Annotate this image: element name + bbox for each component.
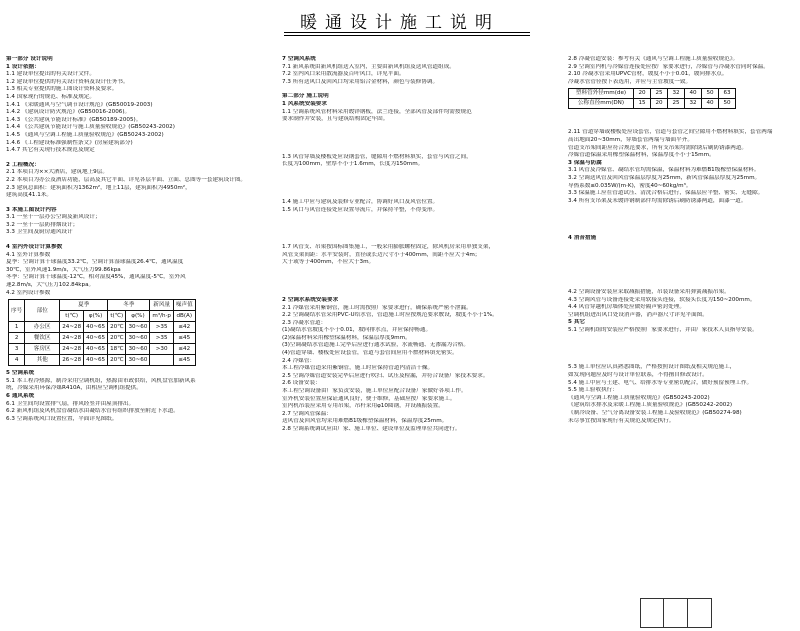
text-line: 1.4.7 其它有关现行技术规范及规定 bbox=[6, 147, 95, 154]
text-line: 2.1 冷媒管采用紫铜管，施工时需按照厂家要求进行，确保系统严密不泄漏。 bbox=[282, 304, 472, 311]
table-cell: 25 bbox=[668, 99, 685, 109]
text-line: (4)管道穿墙、楼板处应设套管，管道与套管间应用不燃材料填充密实。 bbox=[282, 350, 458, 357]
text-line: 3.1 一至十一层办公空调及新风设计； bbox=[6, 214, 101, 221]
table-cell: 20℃ bbox=[108, 355, 126, 366]
text-line: 《制冷设备、空气分离设备安装工程施工及验收规范》(GB50274-98) bbox=[568, 410, 742, 417]
text-line: 冷凝水管管径按下表选用，并应与主管坡度一致。 bbox=[568, 78, 692, 85]
page-title: 暖通设计施工说明 bbox=[300, 13, 500, 33]
table-cell: 32 bbox=[668, 89, 685, 99]
table-row bbox=[569, 99, 736, 109]
text-line: 2.11 管道穿墙或楼板处应设套管，管道与套管之间空隙用不燃材料填实，套管两端 bbox=[568, 129, 773, 136]
text-line: 5.4 施工中应与土建、电气、给排水等专业密切配合，做好预留预埋工作。 bbox=[568, 379, 753, 386]
text-line: 5.1 本工程冷热源，制冷采用空调机组，热源由市政供给，风机盘管加新风系 bbox=[6, 377, 196, 384]
text-line: 2.4 冷媒管： bbox=[282, 357, 316, 364]
text-line: 2.5 空调冷媒管道安装完毕后应进行吹扫、试压及检漏，并符合设备厂家技术要求。 bbox=[282, 372, 489, 379]
text-line: 2.3 建筑总面积：建筑面积为1362m²，地上11层，建筑面积为4950m²， bbox=[6, 184, 191, 191]
pipe-size-table bbox=[568, 88, 736, 109]
text-line: 6.2 新风机组及风机盘管凝结水由凝结水管有组织排放至附近下水道。 bbox=[6, 408, 179, 415]
table-cell: 30~60 bbox=[126, 355, 150, 366]
text-line: 2.10 冷凝水管采用UPVC管材，坡度不小于0.01，坡向排水点。 bbox=[568, 71, 728, 78]
column-left bbox=[6, 56, 276, 423]
table-cell: ≤42 bbox=[173, 344, 195, 355]
table-cell: 18℃ bbox=[108, 344, 126, 355]
text-line: 1.7 风管支、吊架按国标图集施工，一般采用膨胀螺栓固定，除风机房采用单独支架， bbox=[282, 244, 495, 251]
table-header-cell: φ(%) bbox=[84, 311, 108, 322]
table-cell: 客房区 bbox=[25, 344, 60, 355]
table-cell: 63 bbox=[719, 89, 736, 99]
text-line: 1.3 相关专业提供的施工图设计资料及要求。 bbox=[6, 86, 118, 93]
table-cell: 40~65 bbox=[84, 355, 108, 366]
section-heading: 7 空调风系统 bbox=[282, 56, 316, 62]
text-line: 30℃，室外风速1.9m/s，大气压力99.86kpa bbox=[6, 266, 121, 273]
column-middle bbox=[282, 56, 562, 434]
table-header-cell: 冬季 bbox=[108, 300, 150, 311]
table-cell: 40 bbox=[685, 89, 702, 99]
text-line: 7.1 新风系统由新风机组送入室内，主要由新风机组及送风管道组成。 bbox=[282, 63, 455, 70]
text-line: 1.4.6 《工程建设标准强制性条文》(房屋建筑部分) bbox=[6, 139, 133, 146]
table-row bbox=[569, 89, 736, 99]
table-cell bbox=[150, 355, 173, 366]
table-cell: 32 bbox=[685, 99, 702, 109]
text-line: 7.3 所有送风口及回风口均采用铝合金材料，颜色与装修协调。 bbox=[282, 78, 439, 85]
table-cell: >35 bbox=[150, 333, 173, 344]
text-line: 室内机吊装应采用专用吊架，吊杆采用φ10圆钢，并设减振装置。 bbox=[282, 403, 444, 410]
text-line: 5.3 施工单位应认真熟悉图纸，严格按照设计图纸及相关规范施工， bbox=[568, 364, 736, 371]
indoor-parameters-table bbox=[8, 299, 196, 366]
table-cell: 50 bbox=[702, 89, 719, 99]
text-line: 6.3 空调系统风口设置位置，平面详见图纸。 bbox=[6, 415, 118, 422]
text-line: 2.1 本项目为××大酒店，建筑地上9层。 bbox=[6, 169, 108, 176]
text-line: 5.1 空调机组的安装应严格按照厂家要求进行，并由厂家技术人员指导安装。 bbox=[568, 326, 758, 333]
table-cell: 餐饮区 bbox=[25, 333, 60, 344]
text-line: 2.8 冷凝管道安装：参考有关《通风与空调工程施工质量验收规范》。 bbox=[568, 56, 739, 62]
text-line: 高出地面20~30mm，穿墙套管两端与墙面平齐。 bbox=[568, 136, 693, 143]
text-line: 3.3 保温施工应在管道试压、清洗合格后进行，保温层应平整、密实、无缝隙。 bbox=[568, 190, 764, 197]
section-heading: 2 空调水系统安装要求 bbox=[282, 296, 339, 303]
text-line: 管道支吊架间距应符合规范要求，所有支吊架均需除锈后刷防锈漆两道。 bbox=[568, 144, 748, 151]
text-line: 建筑高度41.1米。 bbox=[6, 192, 53, 199]
table-header-cell: dB(A) bbox=[173, 311, 195, 322]
table-cell: 1 bbox=[9, 322, 25, 333]
text-line: 1.4.4 《公共建筑节能设计与施工质量验收规范》(GB50243-2002) bbox=[6, 124, 175, 131]
text-line: 大于或等于400mm，不应大于3m。 bbox=[282, 259, 375, 266]
text-line: 导热系数≤0.035W/(m·K)，密度40~60kg/m³。 bbox=[568, 182, 692, 189]
text-line: 3.1 风管及冷媒管、凝结水管均需保温，保温材料为难燃B1级橡塑保温材料。 bbox=[568, 167, 760, 174]
text-line: 冷媒管道保温采用橡塑保温材料，保温厚度不小于15mm。 bbox=[568, 152, 715, 159]
text-line: 1.4.3 《公共建筑节能设计标准》(GB50189-2005)。 bbox=[6, 116, 142, 123]
table-cell: 30~60 bbox=[126, 333, 150, 344]
table-cell: 24~28 bbox=[60, 333, 84, 344]
text-line: 4.3 空调风管与设备连接处采用软接头连接，软接头长度为150~200mm。 bbox=[568, 296, 756, 303]
section-heading: 4 室内外设计计算参数 bbox=[6, 244, 63, 251]
table-header-cell: φ(%) bbox=[126, 311, 150, 322]
section-heading: 5 空调系统 bbox=[6, 370, 35, 377]
table-header-cell: 新风量 bbox=[150, 300, 173, 311]
table-header-row bbox=[9, 300, 196, 311]
column-right bbox=[568, 56, 796, 425]
table-cell: ≤45 bbox=[173, 333, 195, 344]
section-heading: 1 风系统安装要求 bbox=[282, 100, 327, 107]
text-line: 1.5 风口与风管连接处应设置导流片，并保持平整，不得变形。 bbox=[282, 206, 439, 213]
text-line: 5.5 施工验收执行： bbox=[568, 387, 618, 394]
table-cell: 20 bbox=[634, 89, 651, 99]
table-cell: 25 bbox=[651, 89, 668, 99]
subsection-heading: 4.2 室内设计参数 bbox=[6, 289, 51, 296]
table-cell: 塑料管外径mm(de) bbox=[569, 89, 634, 99]
section-heading: 3 保温与防腐 bbox=[568, 159, 602, 166]
title-block-stamp bbox=[640, 598, 712, 628]
table-cell: 4 bbox=[9, 355, 25, 366]
text-line: 本工程冷媒管道采用紫铜管，施工时应保持管道内清洁干燥。 bbox=[282, 365, 434, 372]
table-cell: 30~60 bbox=[126, 344, 150, 355]
text-line: 3.2 一至十一层防排烟设计； bbox=[6, 221, 79, 228]
text-line: 统，冷媒采用环保冷媒R410A，由相应空调机组提供。 bbox=[6, 385, 142, 392]
text-line: 速2.8m/s，大气压力102.84kpa。 bbox=[6, 282, 95, 289]
table-row bbox=[9, 344, 196, 355]
part2-heading: 第二部分 施工说明 bbox=[282, 93, 329, 100]
table-cell: 20℃ bbox=[108, 333, 126, 344]
table-header-cell: 序号 bbox=[9, 300, 25, 322]
text-line: 《通风与空调工程施工质量验收规范》(GB50243-2002) bbox=[568, 394, 710, 401]
table-cell: 公称直径mm(DN) bbox=[569, 99, 634, 109]
text-line: 1.1 空调系统风管材料采用镀锌钢板，法兰连接，全部风管及部件均需按规范 bbox=[282, 108, 472, 115]
table-row bbox=[9, 355, 196, 366]
text-line: 1.4 国家现行的规范、标准及规定。 bbox=[6, 93, 95, 100]
text-line: 3.2 空调送风管及回风管保温层厚度为25mm，新风管保温层厚度为25mm。 bbox=[568, 174, 761, 181]
text-line: 室外机安装位置应保证通风良好，便于维修，基础应按厂家要求施工。 bbox=[282, 395, 456, 402]
table-cell: 40~65 bbox=[84, 322, 108, 333]
text-line: 2.6 设备安装： bbox=[282, 380, 321, 387]
section-heading: 1 设计依据： bbox=[6, 63, 40, 70]
text-line: 如发现问题应及时与设计单位联系，不得擅自修改设计。 bbox=[568, 372, 708, 379]
text-line: 7.2 室内风口采用散流器及百叶风口，详见平面。 bbox=[282, 71, 405, 78]
text-line: 未尽事宜按国家现行有关规范及规定执行。 bbox=[568, 417, 675, 424]
text-line: 2.9 空调室内机与冷媒管连接处应按厂家要求进行，冷媒管与冷凝水管同时保温。 bbox=[568, 63, 769, 70]
text-line: (3)空调凝结水管道施工完毕后应进行通水试验，水流畅通、无渗漏为合格。 bbox=[282, 342, 469, 349]
text-line: 风管支架间距：水平安装时，直径或长边尺寸小于400mm，间距不应大于4m； bbox=[282, 251, 481, 258]
text-line: 送风管及回风管均采用难燃B1级橡塑保温材料，保温厚度25mm。 bbox=[282, 418, 448, 425]
text-line: 本工程空调设备由厂家负责安装，施工单位应配合设备厂家做好各项工作。 bbox=[282, 388, 467, 395]
table-header-cell: t(℃) bbox=[60, 311, 84, 322]
text-line: 要求制作并安装，且与建筑结构固定牢固。 bbox=[282, 116, 389, 123]
table-cell: 40~65 bbox=[84, 333, 108, 344]
text-line: 2.3 冷凝水管道： bbox=[282, 319, 327, 326]
table-header-cell: m³/h·p bbox=[150, 311, 173, 322]
table-cell: 50 bbox=[719, 99, 736, 109]
table-cell: 40 bbox=[702, 99, 719, 109]
text-line: 4.4 风管穿越机房墙体处应做好隔声密封处理。 bbox=[568, 304, 685, 311]
part1-heading: 第一部分 设计说明 bbox=[6, 56, 53, 62]
text-line: 2.2 空调凝结水管采用PVC-U给水管，管道施工时应按规范要求敷设，坡度不小于1%。 bbox=[282, 312, 498, 319]
text-line: (2)保温材料采用橡塑保温材料，保温层厚度9mm。 bbox=[282, 334, 411, 341]
section-heading: 2 工程概况： bbox=[6, 161, 40, 168]
text-line: 2.8 空调系统调试应由厂家、施工单位、建设单位及监理单位共同进行。 bbox=[282, 426, 461, 432]
text-line: 1.4 施工中应与建筑及装修专业配合，协调好风口及风管位置。 bbox=[282, 198, 439, 205]
text-line: 1.4.5 《通风与空调工程施工质量验收规范》(GB50243-2002) bbox=[6, 131, 164, 138]
table-header-cell: t(℃) bbox=[108, 311, 126, 322]
table-header-cell: 噪声值 bbox=[173, 300, 195, 311]
text-line: 长度为100mm，壁厚不小于1.6mm，长度为150mm。 bbox=[282, 161, 424, 168]
title-underline bbox=[284, 32, 530, 33]
table-cell: 其他 bbox=[25, 355, 60, 366]
table-header-cell: 部位 bbox=[25, 300, 60, 322]
text-line: 空调机组进出风口处设消声器，消声器尺寸详见平面图。 bbox=[568, 311, 708, 318]
table-row bbox=[9, 333, 196, 344]
table-cell: ≤42 bbox=[173, 322, 195, 333]
table-cell: >30 bbox=[150, 344, 173, 355]
section-heading: 4 消音措施 bbox=[568, 235, 597, 242]
subsection-heading: 4.1 室外计算参数 bbox=[6, 251, 51, 258]
table-cell: 3 bbox=[9, 344, 25, 355]
text-line: 3.3 卫生间及厨房通风设计 bbox=[6, 229, 73, 236]
table-cell: 2 bbox=[9, 333, 25, 344]
text-line: 2.7 空调风管保温： bbox=[282, 410, 332, 417]
table-cell: 30~60 bbox=[126, 322, 150, 333]
table-cell: 15 bbox=[634, 99, 651, 109]
text-line: 2.2 本项目为办公及酒店功能，层高及其它平面、详见各层平面、立面、总图等一套建筑设计图。 bbox=[6, 176, 247, 183]
text-line: 冬季：空调计算干球温度-12℃，相对湿度45%，通风温度-5℃，室外风 bbox=[6, 274, 186, 281]
design-basis-list bbox=[6, 71, 276, 155]
text-line: 3.4 所有支吊架及未镀锌钢制部件均需除锈后刷防锈漆两道，面漆一道。 bbox=[568, 197, 747, 204]
text-line: 1.3 风管穿墙及楼板处应设钢套管，缝隙用不燃材料填实，套管与风管之间， bbox=[282, 153, 472, 160]
table-cell: 20 bbox=[651, 99, 668, 109]
section-heading: 3 本施工图设计内容 bbox=[6, 206, 57, 213]
text-line: 1.2 建设单位提供的有关设计资料及设计任务书。 bbox=[6, 78, 129, 85]
table-header-cell: 夏季 bbox=[60, 300, 108, 311]
table-row bbox=[9, 322, 196, 333]
table-cell: 26~28 bbox=[60, 355, 84, 366]
table-cell: 40~65 bbox=[84, 344, 108, 355]
table-cell: 24~28 bbox=[60, 322, 84, 333]
table-cell: 20℃ bbox=[108, 322, 126, 333]
text-line: (1)凝结水管坡度不小于0.01，坡向排水点，并应保持畅通。 bbox=[282, 327, 432, 334]
text-line: 1.4.1 《采暖通风与空气调节设计规范》(GB50019-2003) bbox=[6, 101, 153, 108]
table-cell: 办公区 bbox=[25, 322, 60, 333]
section-heading: 5 其它 bbox=[568, 319, 586, 326]
text-line: 《建筑给水排水及采暖工程施工质量验收规范》(GB50242-2002) bbox=[568, 402, 733, 409]
table-cell: >35 bbox=[150, 322, 173, 333]
text-line: 6.1 卫生间均设置排气扇，排风经竖井由屋顶排出。 bbox=[6, 400, 135, 407]
title-underline-second bbox=[284, 35, 530, 36]
text-line: 夏季：空调计算干球温度33.2℃，空调计算湿球温度26.4℃，通风温度 bbox=[6, 259, 184, 266]
table-cell: 24~28 bbox=[60, 344, 84, 355]
text-line: 1.1 建设单位提出的有关设计文件。 bbox=[6, 71, 95, 78]
section-heading: 6 通风系统 bbox=[6, 393, 35, 399]
table-cell: ≤45 bbox=[173, 355, 195, 366]
text-line: 4.2 空调设备安装应采取减振措施，吊装设备采用弹簧减振吊架。 bbox=[568, 288, 730, 295]
text-line: 1.4.2 《建筑设计防火规范》(GB50016-2006)。 bbox=[6, 109, 131, 116]
